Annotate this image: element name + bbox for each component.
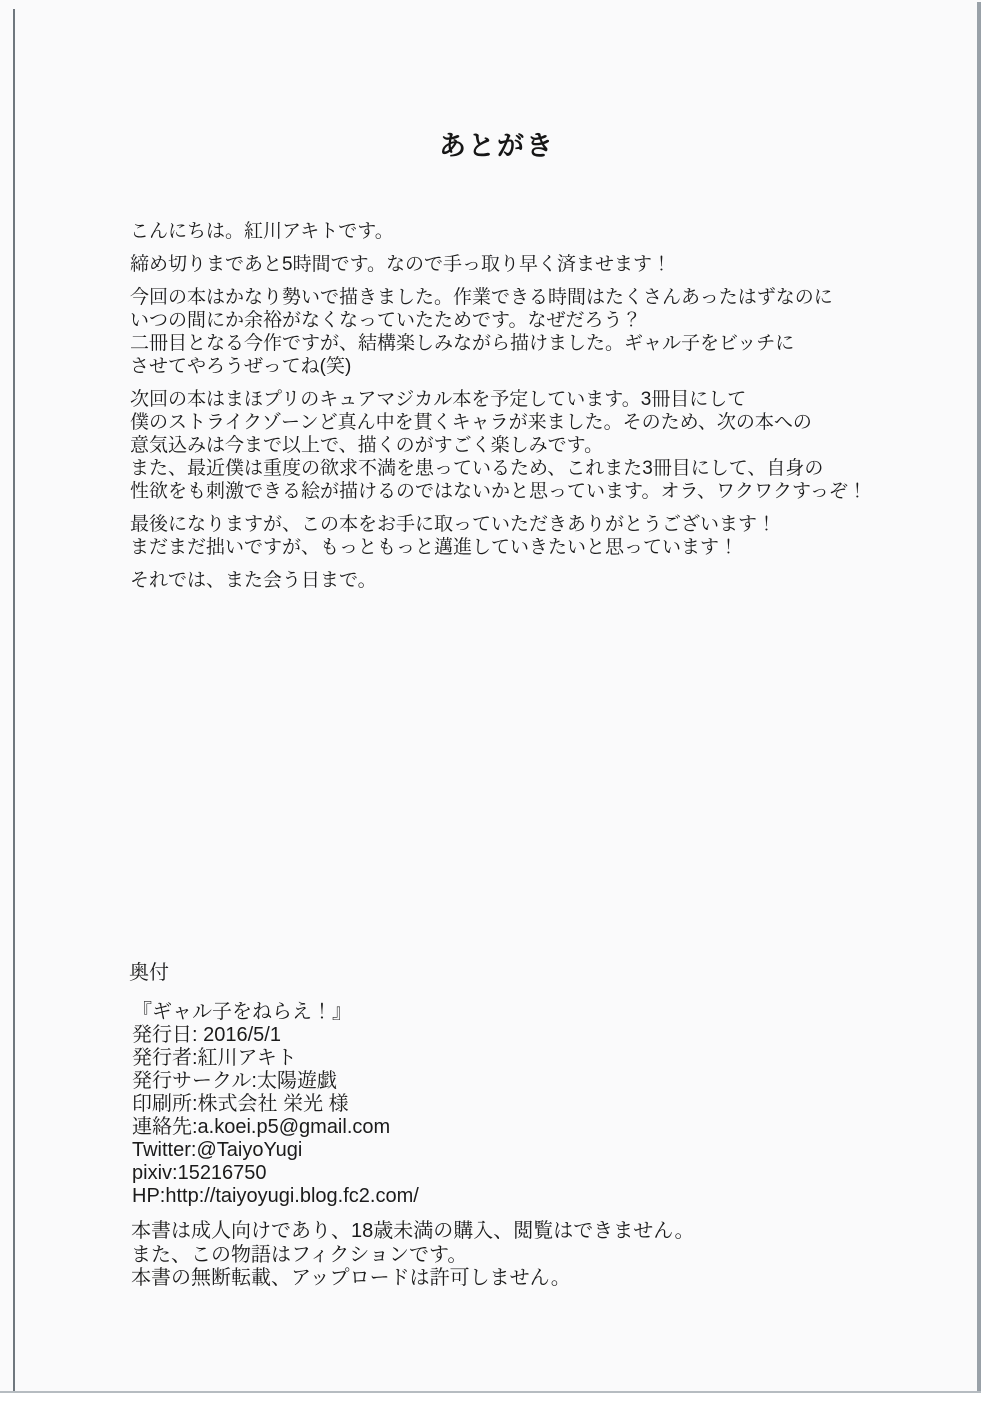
text-line: 本書の無断転載、アップロードは許可しません。 [131,1267,571,1289]
text-line: また、最近僕は重度の欲求不満を患っているため、これまた3冊目にして、自身の [130,458,824,479]
afterword-paragraph-thanks [130,513,867,559]
scan-right-edge-line [977,2,981,1393]
text-line: また、この物語はフィクションです。 [131,1243,468,1266]
text-line: 発行者:紅川アキト [132,1047,297,1069]
colophon-block [132,1001,419,1208]
afterword-body [130,220,867,602]
text-line: 発行日: 2016/5/1 [132,1024,281,1046]
text-line: Twitter:@TaiyoYugi [132,1139,303,1161]
text-line: 僕のストライクゾーンど真ん中を貫くキャラが来ました。そのため、次の本への [130,412,812,433]
afterword-paragraph-greeting [130,220,867,243]
text-line: 性欲をも刺激できる絵が描けるのではないかと思っています。オラ、ワクワクすっぞ！ [130,481,867,502]
afterword-paragraph-next-book [130,388,867,503]
scan-left-edge-line [13,9,15,1391]
text-line: 発行サークル:太陽遊戯 [132,1070,337,1092]
afterword-paragraph-this-book [130,286,867,378]
text-line: 連絡先:a.koei.p5@gmail.com [132,1116,391,1138]
text-line: 印刷所:株式会社 栄光 様 [132,1093,349,1115]
page-title: あとがき [439,131,555,161]
text-line: 最後になりますが、この本をお手に取っていただきありがとうございます！ [130,514,777,535]
text-line: 次回の本はまほプリのキュアマジカル本を予定しています。3冊目にして [130,389,747,410]
text-line: こんにちは。紅川アキトです。 [130,221,394,242]
colophon-details [132,1024,419,1208]
scan-bottom-edge-line [0,1391,981,1393]
text-line: pixiv:15216750 [132,1162,267,1184]
text-line: それでは、また会う日まで。 [130,570,377,591]
text-line: 二冊目となる今作ですが、結構楽しみながら描けました。ギャル子をビッチに [130,333,795,354]
text-line: いつの間にか余裕がなくなっていたためです。なぜだろう？ [130,310,642,331]
disclaimer-block [131,1220,694,1291]
book-title: 『ギャル子をねらえ！』 [132,1001,352,1023]
text-line: させてやろうぜってね(笑) [130,356,352,377]
colophon-heading: 奥付 [129,962,169,984]
text-line: 今回の本はかなり勢いで描きました。作業できる時間はたくさんあったはずなのに [130,287,833,308]
afterword-paragraph-farewell [130,569,867,592]
afterword-paragraph-deadline [130,253,867,276]
text-line: 締め切りまであと5時間です。なので手っ取り早く済ませます！ [130,254,672,275]
text-line: まだまだ拙いですが、もっともっと邁進していきたいと思っています！ [130,537,739,558]
text-line: 意気込みは今まで以上で、描くのがすごく楽しみです。 [130,435,604,456]
text-line: HP:http://taiyoyugi.blog.fc2.com/ [132,1185,419,1207]
text-line: 本書は成人向けであり、18歳未満の購入、閲覧はできません。 [131,1220,695,1242]
